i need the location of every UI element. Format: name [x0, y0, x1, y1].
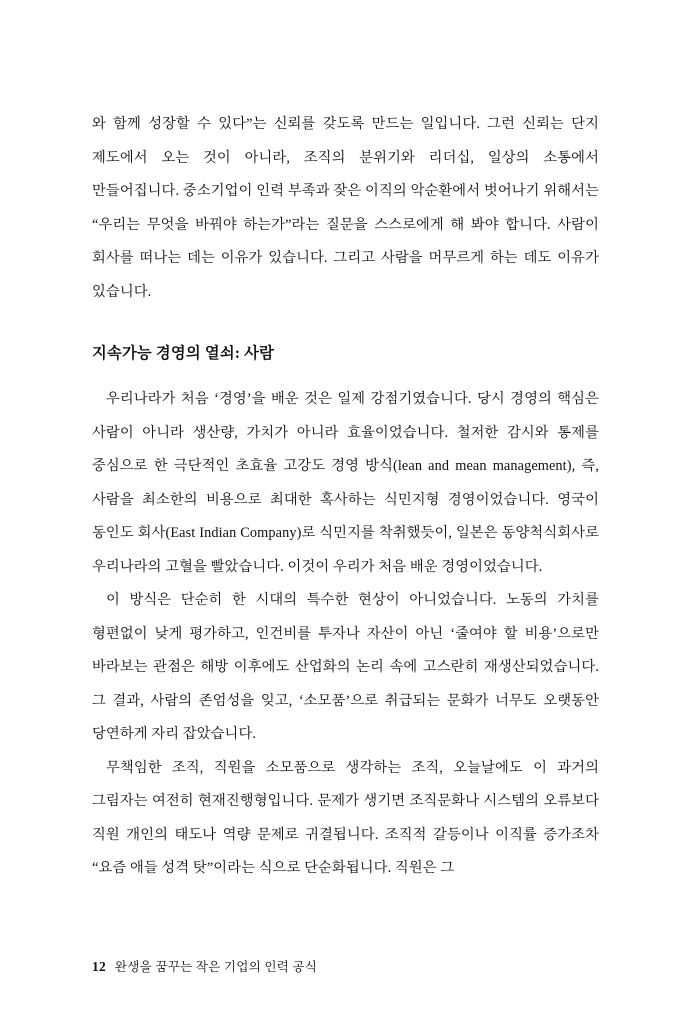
spacer [92, 309, 599, 339]
page-footer [92, 958, 317, 976]
running-title: 완생을 꿈꾸는 작은 기업의 인력 공식 [114, 960, 318, 974]
paragraph: 무책임한 조직, 직원을 소모품으로 생각하는 조직, 오늘날에도 이 과거의 그림자는 여전히 현재진행형입니다. 문제가 생기면 조직문화나 시스템의 오류보다 직원 개인의 태도나 역량 문제로 귀결됩니다. 조직적 갈등이나 이직률 증가조차 “요즘 애들 성격 탓”이라는 식으로 단순화됩니다. 직원은 그 [92, 759, 599, 876]
page-number: 12 [92, 959, 106, 974]
paragraph: 이 방식은 단순히 한 시대의 특수한 현상이 아니었습니다. 노동의 가치를 형편없이 낮게 평가하고, 인건비를 투자나 자산이 아닌 ‘줄여야 할 비용’으로만 바라보는 관점은 해방 이후에도 산업화의 논리 속에 고스란히 재생산되었습니다. 그 결과, 사람의 존엄성을 잊고, ‘소모품’으로 취급되는 문화가 너무도 오랫동안 당연하게 자리 잡았습니다. [92, 592, 599, 742]
section-heading: 지속가능 경영의 열쇠: 사람 [92, 345, 275, 362]
paragraph: 우리나라가 처음 ‘경영’을 배운 것은 일제 강점기였습니다. 당시 경영의 핵심은 사람이 아니라 생산량, 가치가 아니라 효율이었습니다. 철저한 감시와 통제를 중심으로 한 극단적인 초효율 고강도 경영 방식(lean and mean management), 즉, 사람을 최소한의 비용으로 최대한 혹사하는 식민지형 경영이었습니다. 영국이 동인도 회사(East Indian Company)로 식민지를 착취했듯이, 일본은 동양척식회사로 우리나라의 고혈을 빨았습니다. 이것이 우리가 처음 배운 경영이었습니다. [92, 391, 599, 575]
paragraph-continuation: 와 함께 성장할 수 있다”는 신뢰를 갖도록 만드는 일입니다. 그런 신뢰는 단지 제도에서 오는 것이 아니라, 조직의 분위기와 리더십, 일상의 소통에서 만들어집니다. 중소기업이 인력 부족과 잦은 이직의 악순환에서 벗어나기 위해서는 “우리는 무엇을 바꿔야 하는가”라는 질문을 스스로에게 해 봐야 합니다. 사람이 회사를 떠나는 데는 이유가 있습니다. 그리고 사람을 머무르게 하는 데도 이유가 있습니다. [92, 116, 599, 300]
spacer [92, 369, 599, 383]
